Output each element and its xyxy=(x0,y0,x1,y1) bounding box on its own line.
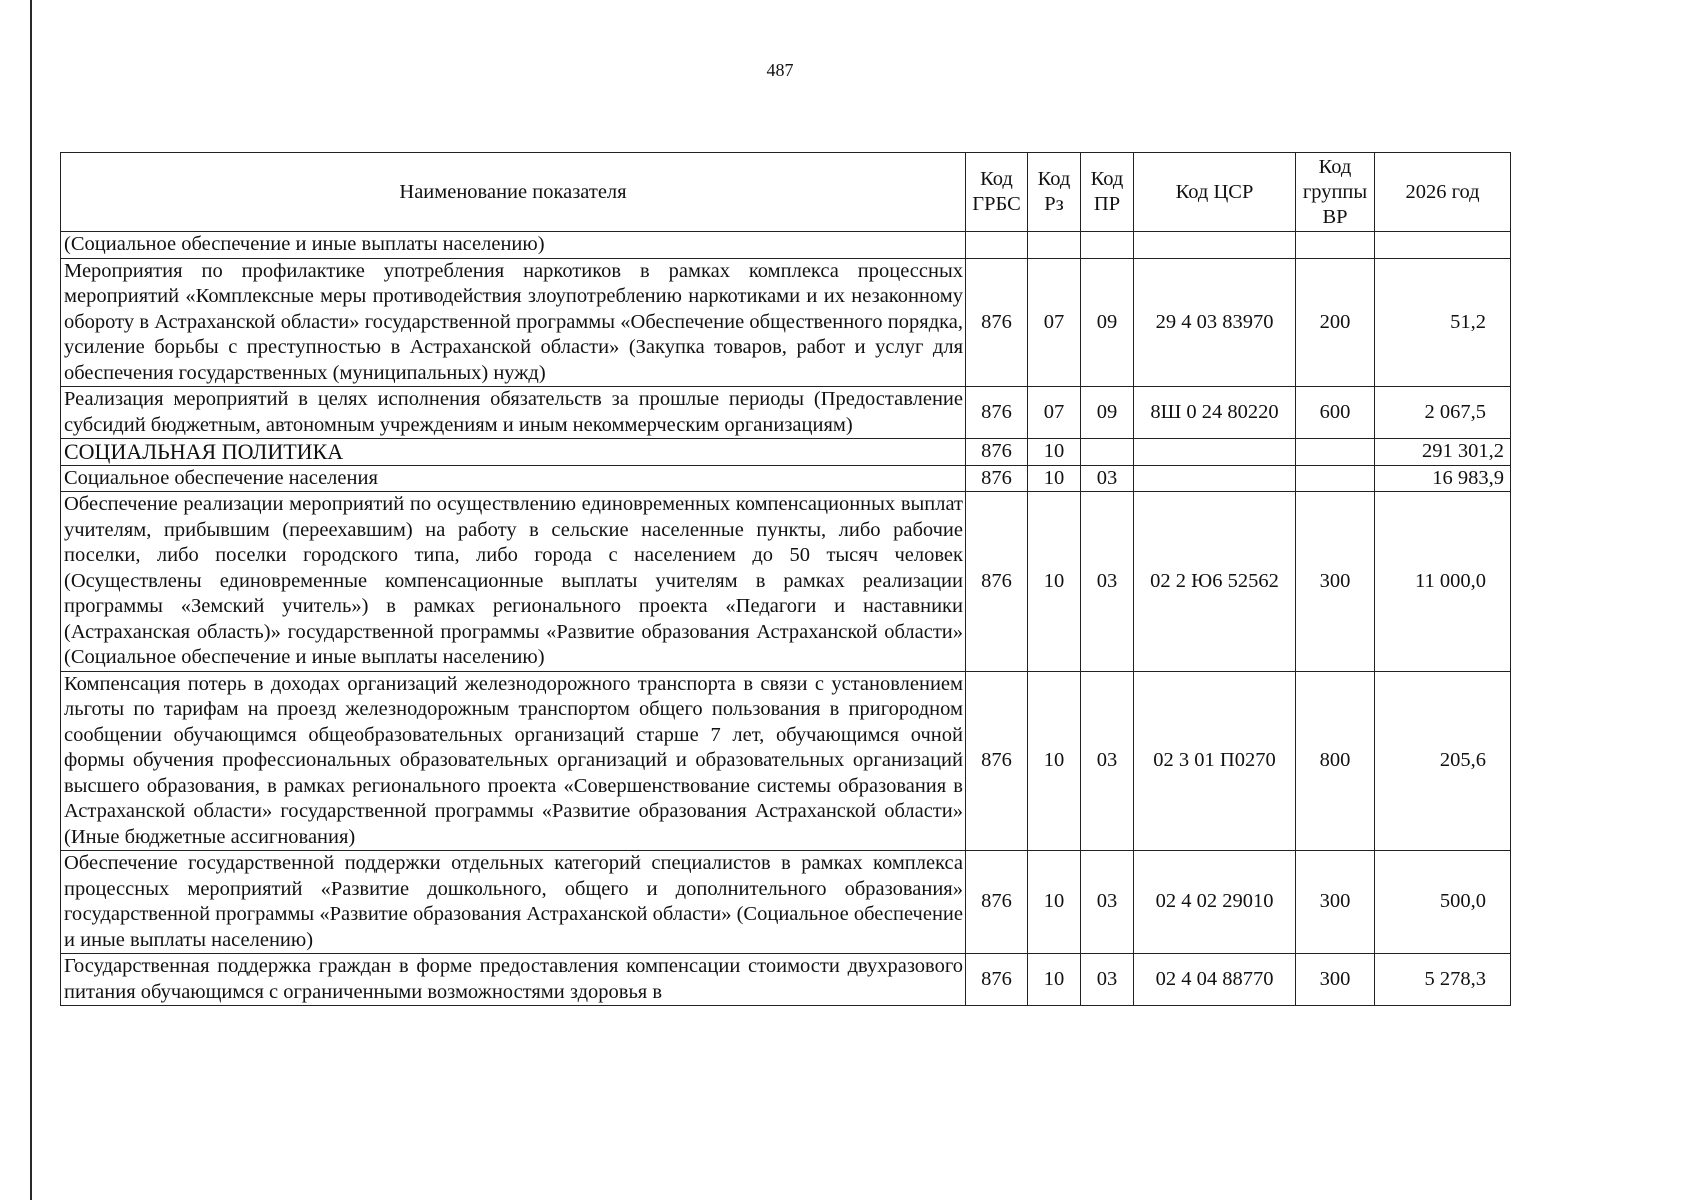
row-name: Мероприятия по профилактике употребления наркотиков в рамках комплекса процессных мероприятий «Комплексные меры противодействия злоупотреблению наркотиками и их незаконному обороту в Астраханской области» государственной программы «Обеспечение общественного порядка, усиление борьбы с преступностью в Астраханской области» (Закупка товаров, работ и услуг для обеспечения государственных (муниципальных) нужд) xyxy=(61,258,966,387)
row-amount: 5 278,3 xyxy=(1375,954,1511,1006)
row-amount: 11 000,0 xyxy=(1375,492,1511,672)
row-rz: 10 xyxy=(1028,954,1081,1006)
table-row xyxy=(61,232,1511,259)
row-csr: 02 4 02 29010 xyxy=(1134,851,1296,954)
row-csr: 8Ш 0 24 80220 xyxy=(1134,387,1296,439)
row-amount: 51,2 xyxy=(1375,258,1511,387)
row-name: Обеспечение реализации мероприятий по осуществлению единовременных компенсационных выплат учителям, прибывшим (переехавшим) на работу в сельские населенные пункты, либо рабочие поселки, либо поселки городского типа, либо города с населением до 50 тысяч человек (Осуществлены единовременные компенсационные выплаты учителям в рамках реализации программы «Земский учитель») в рамках регионального проекта «Педагоги и наставники (Астраханская область)» государственной программы «Развитие образования Астраханской области» (Социальное обеспечение и иные выплаты населению) xyxy=(61,492,966,672)
row-grbs: 876 xyxy=(966,465,1028,492)
table-header-row xyxy=(61,153,1511,232)
header-grbs: Код ГРБС xyxy=(966,153,1028,232)
row-name: Обеспечение государственной поддержки отдельных категорий специалистов в рамках комплекса процессных мероприятий «Развитие дошкольного, общего и дополнительного образования» государственной программы «Развитие образования Астраханской области» (Социальное обеспечение и иные выплаты населению) xyxy=(61,851,966,954)
row-pr: 09 xyxy=(1081,387,1134,439)
row-pr: 03 xyxy=(1081,465,1134,492)
row-pr xyxy=(1081,232,1134,259)
row-pr: 03 xyxy=(1081,671,1134,851)
row-csr xyxy=(1134,232,1296,259)
row-pr xyxy=(1081,439,1134,466)
row-name: Реализация мероприятий в целях исполнения обязательств за прошлые периоды (Предоставление субсидий бюджетным, автономным учреждениям и иным некоммерческим организациям) xyxy=(61,387,966,439)
row-grbs: 876 xyxy=(966,387,1028,439)
row-vr: 300 xyxy=(1296,492,1375,672)
row-rz: 10 xyxy=(1028,851,1081,954)
header-csr: Код ЦСР xyxy=(1134,153,1296,232)
row-name: Государственная поддержка граждан в форме предоставления компенсации стоимости двухразового питания обучающимся с ограниченными возможностями здоровья в xyxy=(61,954,966,1006)
table-row xyxy=(61,671,1511,851)
row-vr: 800 xyxy=(1296,671,1375,851)
table-row xyxy=(61,258,1511,387)
row-vr: 300 xyxy=(1296,954,1375,1006)
page-margin-line xyxy=(30,0,32,1200)
row-csr: 02 4 04 88770 xyxy=(1134,954,1296,1006)
row-amount: 291 301,2 xyxy=(1375,439,1511,466)
row-rz: 07 xyxy=(1028,258,1081,387)
header-name: Наименование показателя xyxy=(61,153,966,232)
row-grbs: 876 xyxy=(966,851,1028,954)
row-name: Социальное обеспечение населения xyxy=(61,465,966,492)
row-pr: 03 xyxy=(1081,851,1134,954)
row-rz: 10 xyxy=(1028,465,1081,492)
row-pr: 03 xyxy=(1081,492,1134,672)
header-vr: Код группы ВР xyxy=(1296,153,1375,232)
row-pr: 09 xyxy=(1081,258,1134,387)
row-rz: 10 xyxy=(1028,439,1081,466)
row-amount: 500,0 xyxy=(1375,851,1511,954)
table-row xyxy=(61,492,1511,672)
table-row xyxy=(61,439,1511,466)
row-grbs: 876 xyxy=(966,258,1028,387)
row-csr xyxy=(1134,465,1296,492)
budget-table xyxy=(60,152,1511,1006)
row-grbs: 876 xyxy=(966,439,1028,466)
row-rz: 10 xyxy=(1028,492,1081,672)
row-amount: 205,6 xyxy=(1375,671,1511,851)
row-vr: 300 xyxy=(1296,851,1375,954)
row-name: Компенсация потерь в доходах организаций железнодорожного транспорта в связи с установлением льготы по тарифам на проезд железнодорожным транспортом общего пользования в пригородном сообщении обучающимся общеобразовательных организаций старше 7 лет, обучающимся очной формы обучения профессиональных образовательных организаций и образовательных организаций высшего образования, в рамках регионального проекта «Совершенствование системы образования в Астраханской области» государственной программы «Развитие образования Астраханской области» (Иные бюджетные ассигнования) xyxy=(61,671,966,851)
row-vr xyxy=(1296,232,1375,259)
row-name: (Социальное обеспечение и иные выплаты населению) xyxy=(61,232,966,259)
row-grbs: 876 xyxy=(966,954,1028,1006)
header-pr: Код ПР xyxy=(1081,153,1134,232)
row-vr xyxy=(1296,465,1375,492)
row-amount: 16 983,9 xyxy=(1375,465,1511,492)
row-csr: 02 2 Ю6 52562 xyxy=(1134,492,1296,672)
row-vr: 600 xyxy=(1296,387,1375,439)
row-grbs: 876 xyxy=(966,671,1028,851)
row-name: СОЦИАЛЬНАЯ ПОЛИТИКА xyxy=(61,439,966,466)
row-rz: 10 xyxy=(1028,671,1081,851)
row-csr: 02 3 01 П0270 xyxy=(1134,671,1296,851)
row-vr xyxy=(1296,439,1375,466)
row-amount xyxy=(1375,232,1511,259)
table-row xyxy=(61,954,1511,1006)
table-row xyxy=(61,851,1511,954)
header-year: 2026 год xyxy=(1375,153,1511,232)
table-row xyxy=(61,387,1511,439)
header-rz: Код Рз xyxy=(1028,153,1081,232)
row-vr: 200 xyxy=(1296,258,1375,387)
row-rz xyxy=(1028,232,1081,259)
row-grbs: 876 xyxy=(966,492,1028,672)
row-pr: 03 xyxy=(1081,954,1134,1006)
row-rz: 07 xyxy=(1028,387,1081,439)
row-csr xyxy=(1134,439,1296,466)
row-amount: 2 067,5 xyxy=(1375,387,1511,439)
page-number: 487 xyxy=(766,60,794,80)
row-grbs xyxy=(966,232,1028,259)
table-row xyxy=(61,465,1511,492)
row-csr: 29 4 03 83970 xyxy=(1134,258,1296,387)
